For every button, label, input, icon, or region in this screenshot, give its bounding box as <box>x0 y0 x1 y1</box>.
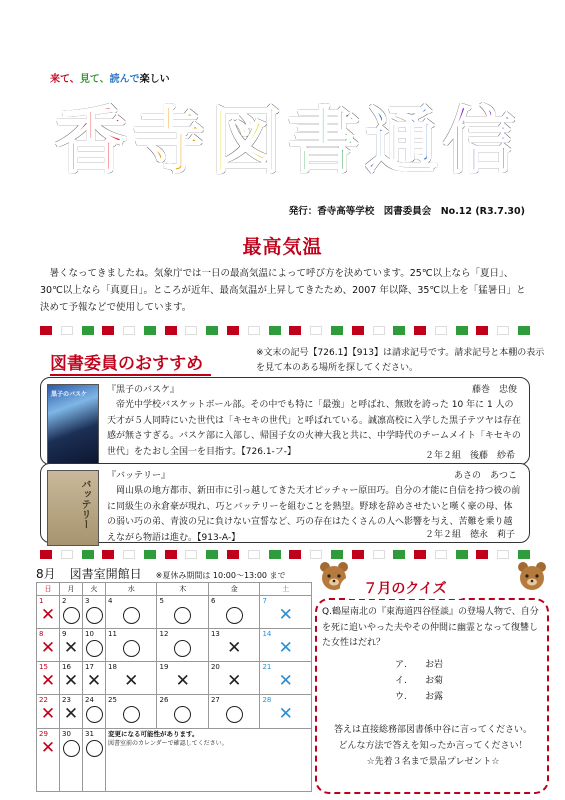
flag-segment <box>123 550 135 559</box>
calendar-week-row <box>37 695 312 728</box>
calendar-day-cell <box>83 596 106 629</box>
book-description: 岡山県の地方都市、新田市に引っ越してきた天才ピッチャー原田巧。自分の才能に自信を持つ彼の前に同級生の永倉豪が現れ、巧とバッテリーを組むことを熱望。野球を辞めさせたいと嘆く豪の母、体の弱い巧の弟、青波の兄に負けない宣誓など、巧の存在はたくさんの人へ影響を与え、苦難を乗り越えながら物語は進む。【913-A-】 <box>107 486 521 543</box>
flag-segment <box>269 326 281 335</box>
tagline-part-2: 見て、 <box>79 74 110 85</box>
calendar-day-number: 12 <box>159 630 169 639</box>
calendar-hours-note: ※夏休み期間は 10:00～13:00 まで <box>155 571 286 580</box>
calendar-day-number: 26 <box>159 696 169 705</box>
calendar-day-number: 17 <box>85 663 94 672</box>
quiz-question: Q.鶴屋南北の『東海道四谷怪談』の登場人物で、自分を死に追いやった夫やその仲間に幽霊となって復讐した女性はだれ？ <box>322 607 539 648</box>
quiz-title: ７月のクイズ <box>340 577 470 599</box>
flag-segment <box>82 550 94 559</box>
calendar-day-number: 27 <box>210 696 220 705</box>
flag-segment <box>414 326 426 335</box>
book-title: 『黒子のバスケ』 <box>107 385 180 395</box>
calendar-day-number: 8 <box>39 630 44 639</box>
closed-cross-icon: ✕ <box>40 737 56 758</box>
quiz-option <box>395 657 443 673</box>
calendar-day-cell <box>260 629 312 662</box>
quiz-option-label: ア. <box>395 660 407 670</box>
calendar-day-cell <box>37 728 60 791</box>
flag-segment <box>206 326 218 335</box>
flag-divider-1 <box>40 326 530 335</box>
quiz-option <box>395 673 443 689</box>
calendar-day-number: 1 <box>39 597 44 605</box>
calendar-day-cell <box>37 662 60 695</box>
open-circle-icon <box>60 738 82 762</box>
quiz-footer-line: 答えは直接総務部図書係中谷に言ってください。 <box>333 725 532 735</box>
calendar-day-number: 7 <box>262 597 267 605</box>
calendar-week-row <box>37 629 312 662</box>
calendar-week-row <box>37 596 312 629</box>
calendar-week-row <box>37 728 312 791</box>
flag-segment <box>456 326 468 335</box>
calendar-day-cell <box>260 695 312 728</box>
calendar-day-number: 21 <box>262 663 272 672</box>
flag-divider-2 <box>40 550 530 559</box>
calendar-day-number: 9 <box>62 630 67 639</box>
flag-segment <box>248 550 260 559</box>
weekday-tue: 火 <box>83 583 106 596</box>
book-card-2 <box>40 463 530 543</box>
open-circle-icon <box>60 605 82 629</box>
flag-segment <box>185 550 197 559</box>
masthead-char-1: 香 <box>55 99 128 183</box>
calendar-day-number: 22 <box>39 696 48 705</box>
tagline-part-3: 読んで <box>109 74 140 85</box>
calendar-day-number: 13 <box>210 630 220 639</box>
calendar-header <box>36 565 286 582</box>
weekday-sat: 土 <box>260 583 312 596</box>
flag-segment <box>310 550 322 559</box>
calendar-day-number: 3 <box>85 597 90 605</box>
flag-segment <box>289 326 301 335</box>
flag-segment <box>414 550 426 559</box>
calendar-day-cell <box>106 695 157 728</box>
weekday-thu: 木 <box>157 583 208 596</box>
open-circle-icon <box>157 605 207 629</box>
masthead-char-3: 図 <box>210 99 283 183</box>
flag-segment <box>310 326 322 335</box>
book-author: 藤巻 忠俊 <box>471 385 517 395</box>
closed-cross-icon: ✕ <box>278 605 293 625</box>
quiz-option-text: お露 <box>425 692 444 702</box>
flag-segment <box>352 550 364 559</box>
quiz-footer-line: ☆先着３名まで景品プレゼント☆ <box>366 757 500 767</box>
calendar-day-cell <box>106 596 157 629</box>
quiz-footer <box>322 722 544 770</box>
book-reviewer: ２年２組 徳永 莉子 <box>424 530 515 540</box>
calendar-day-number: 2 <box>62 597 67 605</box>
calendar-month: 8月 <box>36 567 56 581</box>
masthead-char-6: 信 <box>442 99 515 183</box>
weekday-wed: 水 <box>106 583 157 596</box>
flag-segment <box>497 550 509 559</box>
flag-segment <box>102 326 114 335</box>
weekday-sun: 日 <box>37 583 60 596</box>
flag-segment <box>227 550 239 559</box>
flag-segment <box>123 326 135 335</box>
flag-segment <box>476 550 488 559</box>
calendar-day-number: 30 <box>62 729 71 738</box>
calendar-day-cell <box>208 695 259 728</box>
open-circle-icon <box>106 605 156 629</box>
open-circle-icon <box>83 638 105 662</box>
calendar-day-number: 23 <box>62 696 71 705</box>
flag-segment <box>393 326 405 335</box>
recommend-note: ※文末の記号【726.1】【913】は請求記号です。請求記号と本棚の表示を見て本のある場所を探してください。 <box>256 348 545 373</box>
calendar-day-number: 15 <box>39 663 48 672</box>
calendar-change-note-bold: 変更になる可能性があります。 <box>108 729 199 738</box>
flag-segment <box>206 550 218 559</box>
closed-cross-icon: ✕ <box>278 704 293 725</box>
closed-cross-icon: ✕ <box>278 671 293 692</box>
calendar-day-cell <box>106 662 157 695</box>
quiz-option-label: イ. <box>395 676 407 686</box>
closed-cross-icon: ✕ <box>63 704 79 725</box>
intro-paragraph: 暑くなってきましたね。気象庁では一日の最高気温によって呼び方を決めています。25℃以上なら「夏日」、30℃以上なら「真夏日」。ところが近年、最高気温が上昇してきたため、2007 年以降、35℃以上を「猛暑日」と決めて予報などで使用しています。 <box>40 268 526 313</box>
book-cover-image <box>47 384 99 464</box>
bear-icon <box>516 560 548 592</box>
closed-cross-icon: ✕ <box>227 671 242 692</box>
closed-cross-icon: ✕ <box>63 671 79 692</box>
closed-cross-icon: ✕ <box>63 638 79 659</box>
calendar-day-cell <box>157 629 208 662</box>
flag-segment <box>102 550 114 559</box>
tagline <box>50 70 170 85</box>
closed-cross-icon: ✕ <box>40 704 56 725</box>
closed-cross-icon: ✕ <box>175 671 190 692</box>
recommend-title: 図書委員のおすすめ <box>50 349 211 376</box>
flag-segment <box>373 326 385 335</box>
calendar-day-cell <box>83 629 106 662</box>
calendar-day-number: 11 <box>108 630 117 639</box>
calendar-day-cell <box>208 662 259 695</box>
masthead-title <box>55 100 515 182</box>
flag-segment <box>165 550 177 559</box>
flag-segment <box>144 326 156 335</box>
book-title: 『バッテリー』 <box>107 471 171 481</box>
open-circle-icon <box>83 605 105 629</box>
flag-segment <box>518 550 530 559</box>
issue-line: 発行：香寺高等学校 図書委員会 No.12 (R3.7.30) <box>288 206 525 217</box>
flag-segment <box>352 326 364 335</box>
calendar-day-cell <box>157 662 208 695</box>
closed-cross-icon: ✕ <box>40 605 56 625</box>
flag-segment <box>497 326 509 335</box>
book-reviewer: ２年２組 後藤 紗希 <box>424 451 515 461</box>
flag-segment <box>227 326 239 335</box>
calendar-day-cell <box>60 629 83 662</box>
calendar-day-number: 18 <box>108 663 117 672</box>
calendar-day-number: 20 <box>210 663 220 672</box>
book-card-1 <box>40 377 530 465</box>
calendar-day-cell <box>60 695 83 728</box>
masthead-char-5: 通 <box>365 99 438 183</box>
flag-segment <box>248 326 260 335</box>
book-author: あさの あつこ <box>453 471 517 481</box>
open-circle-icon <box>83 704 105 728</box>
flag-segment <box>40 326 52 335</box>
flag-segment <box>476 326 488 335</box>
calendar-day-cell <box>260 662 312 695</box>
flag-segment <box>40 550 52 559</box>
calendar-day-cell <box>157 596 208 629</box>
open-circle-icon <box>209 704 259 728</box>
calendar-day-cell <box>37 596 60 629</box>
quiz-option-label: ウ. <box>395 692 407 702</box>
book-cover-title: 黒子のバスケ <box>51 391 88 398</box>
open-circle-icon <box>106 638 156 662</box>
open-circle-icon <box>83 738 105 762</box>
flag-segment <box>331 550 343 559</box>
closed-cross-icon: ✕ <box>278 638 293 659</box>
calendar-day-cell <box>83 695 106 728</box>
quiz-footer-line: どんな方法で答えを知ったか言ってください！ <box>338 741 528 751</box>
calendar-day-number: 4 <box>108 597 113 605</box>
calendar-day-number: 16 <box>62 663 71 672</box>
quiz-options <box>395 657 443 705</box>
calendar-day-number: 10 <box>85 630 94 639</box>
open-circle-icon <box>157 704 207 728</box>
calendar-day-cell <box>60 728 83 791</box>
calendar-day-cell <box>60 596 83 629</box>
closed-cross-icon: ✕ <box>40 671 56 692</box>
calendar-day-number: 6 <box>210 597 216 605</box>
calendar-day-number: 14 <box>262 630 272 639</box>
calendar-day-cell <box>208 629 259 662</box>
flag-segment <box>518 326 530 335</box>
open-circle-icon <box>106 704 156 728</box>
calendar-day-cell <box>106 629 157 662</box>
open-circle-icon <box>157 638 207 662</box>
calendar-day-number: 19 <box>159 663 169 672</box>
closed-cross-icon: ✕ <box>86 671 102 692</box>
book-description: 帝光中学校バスケットボール部。その中でも特に「最強」と呼ばれ、無敗を誇った 10 年に 1 人の天才が５人同時にいた世代は「キセキの世代」と呼ばれている。誠凛高校に入学した黒子テツヤは存在感が無さすぎる。バスケ部に入部し、帰国子女の火神大我と共に、中学時代のチームメイト「キセキの世代」をたおし全国一を目指す。【726.1-フ-】 <box>107 400 521 457</box>
calendar-day-cell <box>60 662 83 695</box>
quiz-option-text: お菊 <box>425 676 444 686</box>
closed-cross-icon: ✕ <box>227 638 242 659</box>
calendar-change-note: 図書室前のカレンダーで確認してください。 <box>108 739 228 747</box>
flag-segment <box>435 550 447 559</box>
closed-cross-icon: ✕ <box>40 638 56 659</box>
flag-segment <box>269 550 281 559</box>
calendar-day-number: 24 <box>85 696 94 705</box>
calendar-day-number: 29 <box>39 729 48 738</box>
calendar-weekday-row <box>37 583 312 596</box>
calendar-title: 図書室開館日 <box>69 567 142 581</box>
flag-segment <box>331 326 343 335</box>
calendar-day-cell <box>83 728 106 791</box>
flag-segment <box>165 326 177 335</box>
calendar-day-cell <box>37 695 60 728</box>
quiz-option <box>395 689 443 705</box>
calendar-day-cell <box>37 629 60 662</box>
flag-segment <box>456 550 468 559</box>
masthead-char-4: 書 <box>287 99 360 183</box>
calendar-table <box>36 582 312 792</box>
weekday-mon: 月 <box>60 583 83 596</box>
calendar-day-number: 25 <box>108 696 117 705</box>
flag-segment <box>289 550 301 559</box>
flag-segment <box>435 326 447 335</box>
masthead-char-2: 寺 <box>132 99 205 183</box>
weekday-fri: 金 <box>208 583 259 596</box>
calendar-week-row <box>37 662 312 695</box>
flag-segment <box>61 550 73 559</box>
flag-segment <box>61 326 73 335</box>
calendar-day-number: 28 <box>262 696 272 705</box>
book-cover-title: バッテリー <box>79 479 90 529</box>
tagline-part-4: 楽しい <box>139 74 170 85</box>
flag-segment <box>393 550 405 559</box>
calendar-day-number: 5 <box>159 597 164 605</box>
calendar-day-cell <box>208 596 259 629</box>
open-circle-icon <box>209 605 259 629</box>
calendar-day-number: 31 <box>85 729 94 738</box>
headline: 最高気温 <box>242 236 323 258</box>
closed-cross-icon: ✕ <box>124 671 139 692</box>
flag-segment <box>185 326 197 335</box>
flag-segment <box>82 326 94 335</box>
book-cover-image <box>47 470 99 546</box>
quiz-option-text: お岩 <box>425 660 444 670</box>
calendar-day-cell <box>106 728 312 791</box>
calendar-day-cell <box>260 596 312 629</box>
tagline-part-1: 来て、 <box>50 74 80 85</box>
calendar-day-cell <box>83 662 106 695</box>
flag-segment <box>373 550 385 559</box>
flag-segment <box>144 550 156 559</box>
calendar-day-cell <box>157 695 208 728</box>
